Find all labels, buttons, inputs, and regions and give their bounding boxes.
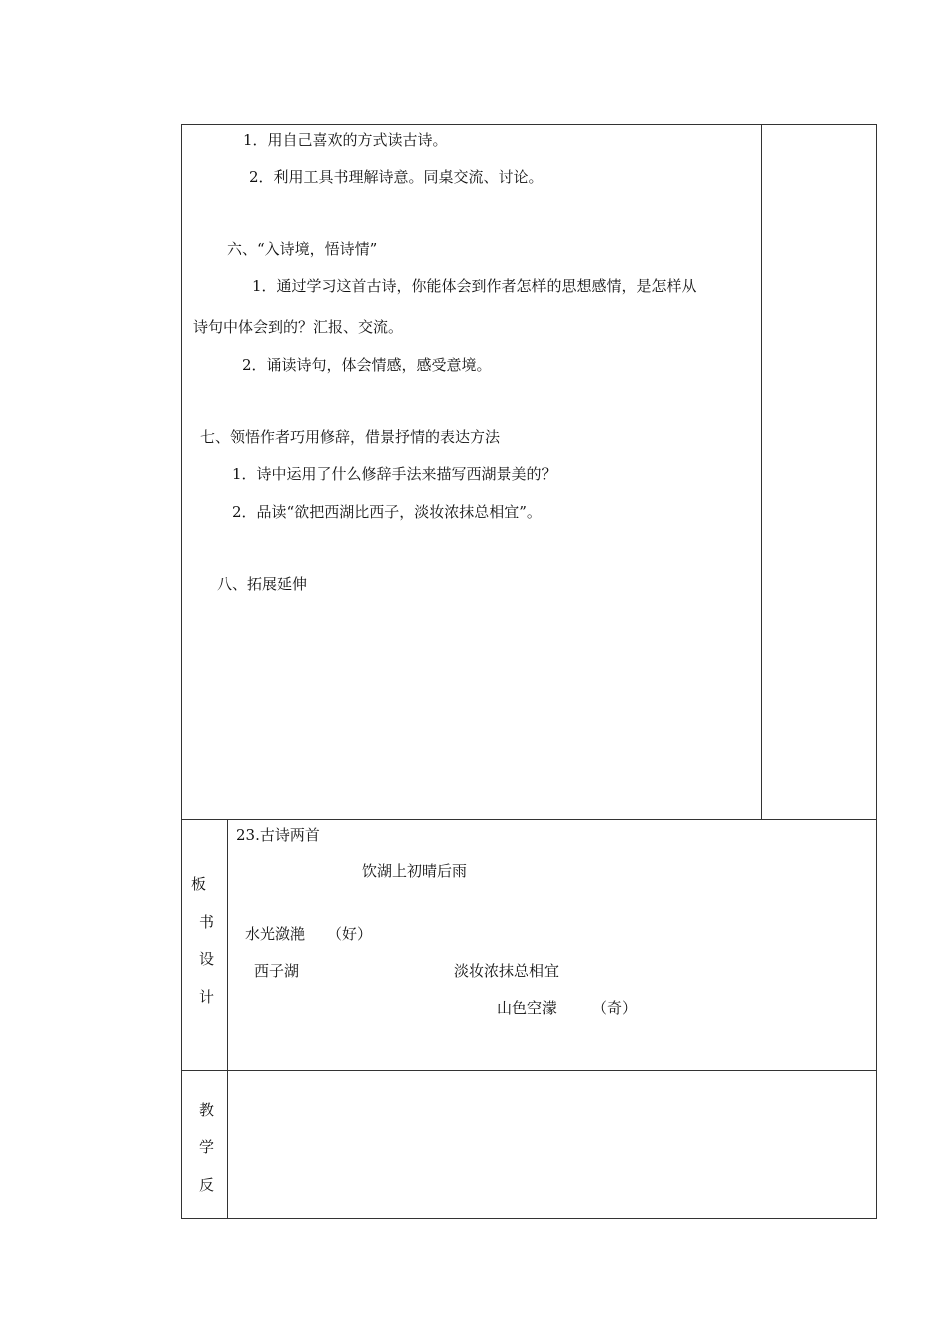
heading-section-eight: 八、拓展延伸 xyxy=(217,575,308,593)
reflection-label-char-2: 学 xyxy=(199,1138,215,1156)
poem-title: 饮湖上初晴后雨 xyxy=(362,862,468,880)
item-seven-one: 1．诗中运用了什么修辞手法来描写西湖景美的？ xyxy=(232,465,557,483)
table-border-right xyxy=(876,124,877,1219)
step-read-poem: 1．用自己喜欢的方式读古诗。 xyxy=(243,131,448,149)
lesson-title: 23.古诗两首 xyxy=(236,826,320,844)
board-label-char-1: 板 xyxy=(191,875,207,893)
upper-column-divider xyxy=(761,124,762,819)
step-use-dictionary: 2．利用工具书理解诗意。同桌交流、讨论。 xyxy=(249,168,544,186)
board-label-char-4: 计 xyxy=(199,988,215,1006)
reflection-label-char-3: 反 xyxy=(199,1176,215,1194)
item-seven-two: 2．品读“欲把西湖比西子，淡妆浓抹总相宜”。 xyxy=(232,503,542,521)
heading-section-seven: 七、领悟作者巧用修辞，借景抒情的表达方法 xyxy=(200,428,501,446)
board-left-phrase: 水光潋滟 xyxy=(245,925,306,943)
label-column-divider xyxy=(227,819,228,1219)
board-left-note: （好） xyxy=(327,925,373,943)
row-divider-reflection xyxy=(181,1070,877,1071)
board-right-phrase: 山色空濛 xyxy=(497,999,558,1017)
table-border-top xyxy=(181,124,877,125)
reflection-label-char-1: 教 xyxy=(199,1101,215,1119)
heading-section-six: 六、“入诗境，悟诗情” xyxy=(227,240,378,258)
board-label-char-2: 书 xyxy=(199,913,215,931)
row-divider-board xyxy=(181,819,877,820)
board-right-note: （奇） xyxy=(592,999,638,1017)
table-border-bottom xyxy=(181,1218,877,1219)
table-border-left xyxy=(181,124,182,1219)
item-six-one-line-b: 诗句中体会到的？汇报、交流。 xyxy=(193,318,404,336)
board-center-left: 西子湖 xyxy=(254,962,300,980)
item-six-two: 2．诵读诗句，体会情感，感受意境。 xyxy=(242,356,492,374)
board-label-char-3: 设 xyxy=(199,950,215,968)
board-center-right: 淡妆浓抹总相宜 xyxy=(454,962,560,980)
item-six-one-line-a: 1．通过学习这首古诗，你能体会到作者怎样的思想感情，是怎样从 xyxy=(252,277,697,295)
